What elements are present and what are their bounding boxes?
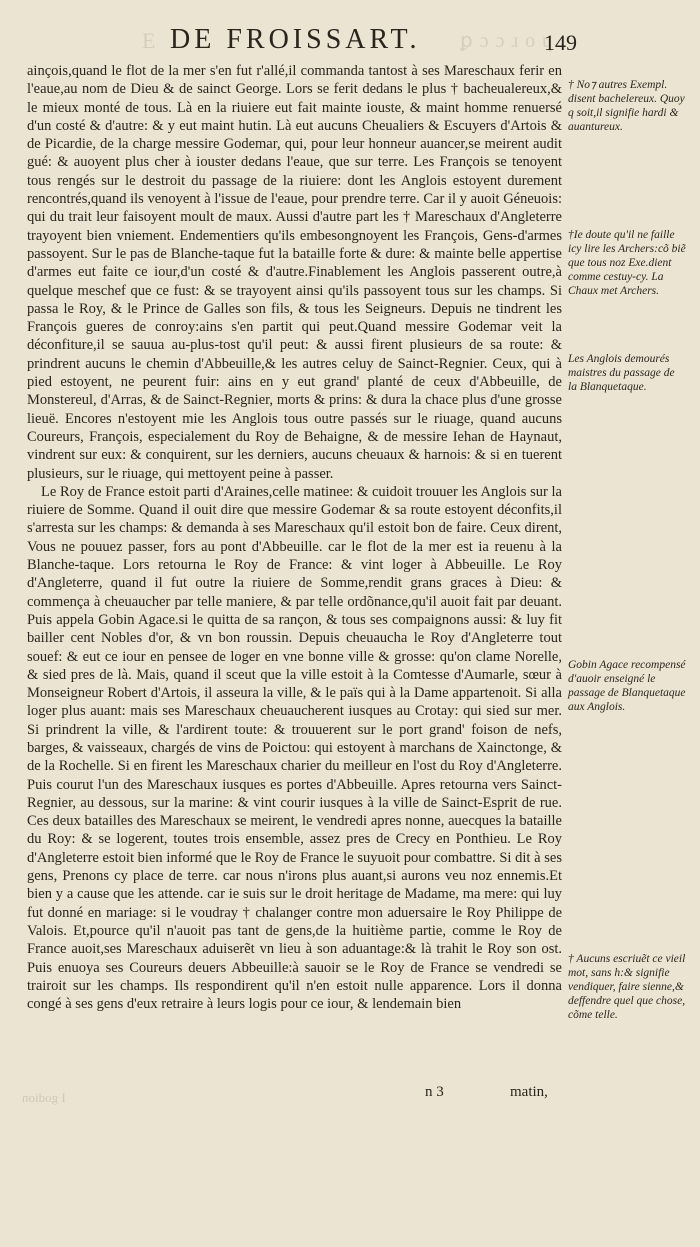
paragraph-1: ainçois,quand le flot de la mer s'en fut r'allé,il commanda tantost à ses Mareschaux ferir en l'eaue,au nom de Dieu & de sainct George. Lors se ferit dedans le plus † bacheualereux,& le mieux monté de tous. Là en la riuiere eut fait mainte iouste, & maint homme renuersé d'un costé & d'autre: & y eut maint hutin. Là eut aucuns Cheualiers & Escuyers d'Artois & de Picardie, de la charge messire Godemar, qui, pour leur honneur auancer,se meirent audit gué: & auoyent plus cher à iouster dedans l'eaue, que sur terre. Les François se tenoyent tous rengés sur le destroit du passage de la riuiere: dont les Anglois estoyent durement rencontrés,quand ils venoyent à l'issue de l'eaue, pour prendre terre. Car il y auoit Géneuois: qui du trait leur faisoyent moult de maux. Aussi d'autre part les † Mareschaux d'Angleterre trayoyent bien vniement. Endementiers qu'ils embesongnoyent les François, Gens-d'armes passoyent. Sur le pas de Blanche-taque fut la bataille forte & dure: & mainte belle appertise d'armes eut faite ce iour,d'un costé & d'autre.Finablement les Anglois passerent outre,à quelque meschef que ce fust: & se trayoyent ainsi qu'ils passoyent tous sur les champs. Si passa le Roy, & le Prince de Galles son fils, & tous les Seigneurs. Depuis ne tindrent les François gueres de conroy:ains s'en partit qui peut.Quand messire Godemar veit la déconfiture,il se sauua au-plus-tost qu'il peut: & aussi firent plusieurs de sa route: & prindrent aucuns le chemin d'Abbeuille,& les autres celuy de Sainct-Regnier. Ceux, qui à pied estoyent, ne peurent fuir: ains en y eut grand' planté de ceux d'Abbeuille, de Monstereul, d'Arras, & de Sainct-Regnier, morts & prins: & dura la chace plus d'une grosse lieuë. Encores n'estoyent mie les Anglois tous outre passés sur le riuage, quand aucuns Coureurs, François, especialement du Roy de Behaigne, & de messire Iehan de Haynaut, vindrent sur eux: & conquirent, sur les derniers, aucuns cheuaux & harnois: & si en tuerent plusieurs, sur le riuage, qui mettoyent peine à passer. (27, 63, 562, 482)
margin-note-passage: Les Anglois demourés maistres du passage de la Blanquetaque. (568, 353, 675, 393)
catchword: matin, (510, 1084, 548, 1100)
margin-note-chalanger: † Aucuns escriuẽt ce vieil mot, sans h:& signifie vendiquer, faire sienne,& deffendre quel que chose, cõme telle. (568, 953, 686, 1021)
page-header (0, 24, 700, 64)
show-through-text: ꝑ ɔ ɔ ɹ o ɥ (460, 30, 554, 52)
running-title: DE FROISSART. (170, 24, 421, 55)
signature-mark: n 3 (425, 1084, 444, 1100)
show-through-letter: E (142, 28, 158, 53)
page-number: 149 (544, 30, 577, 55)
paragraph-2: Le Roy de France estoit parti d'Araines,celle matinee: & cuidoit trouuer les Anglois sur la riuiere de Somme. Quand il ouit dire que messire Godemar & sa route estoyent déconfits,il s'arresta sur les champs: & demanda à ses Mareschaux qu'il estoit bon de faire. Ceux dirent, Vous ne pouuez passer, fors au pont d'Abbeuille. car le flot de la mer est ia reuenu à la Blanche-taque. Lors retourna le Roy de France: & vint loger à Abbeuille. Le Roy d'Angleterre, quand il fut outre la riuiere de Somme,rendit grans graces à Dieu: & commença à cheuaucher par telle maniere, & par telle ordõnance,qu'il auoit fait par deuant. Puis appela Gobin Agace.si le quitta de sa rançon, & tous ses compaignons aussi: & luy fit bailler cent Nobles d'or, & vn bon roussin. Depuis cheuaucha le Roy d'Angleterre tout souef: & eut ce iour en pensee de loger en vne bonne ville & grosse: qu'on clame Norelle, & sied pres de là. Mais, quand il sceut que la ville estoit à la Comtesse d'Aumarle, sœur à Monseigneur Robert d'Artois, il asseura la ville, & le païs qui à la Dame appartenoit. Si alla loger plus auant: mais ses Mareschaux cheuaucherent iusques au Crotay: qui sied sur mer. Si prindrent la ville, & l'ardirent toute: & trouuerent sur le port grand' foison de nefs, barges, & vaisseaux, chargés de vins de Poictou: qui estoyent à marchans de Xainctonge, & de la Rochelle. Si en firent les Mareschaux charier du meilleur en l'ost du Roy d'Angleterre. Puis courut l'un des Mareschaux iusques es portes d'Abbeuille. Apres retourna vers Sainct-Regnier, au dessous, sur la marine: & vint courir iusques à la ville de Sainct-Esprit de rue. Ces deux batailles des Mareschaux se meirent, le vendredi apres nonne, auecques la bataille du Roy: & se logerent, toutes trois ensemble, assez pres de Crecy en Ponthieu. Le Roy d'Angleterre estoit bien informé que le Roy de France le suyuoit pour combattre. Si dit à ses gens, Prenons cy place de terre. car nous n'irons plus auant,si aurons veu noz ennemis.Et bien y a cause que les attende. car ie suis sur le droit heritage de Madame, ma mere: qui luy fut donné en mariage: si le voudray † chalanger contre mon aduersaire le Roy Philippe de Valois. Et,pource qu'il n'auoit pas tant de gens,de la huitième partie, comme le Roy de France auoit,ses Mareschaux aduiserẽt vn lieu à son aduantage:& là trahit le Roy son ost. Puis enuoya ses Coureurs deuers Abbeuille:à sauoir se le Roy de France se vendredi se trairoit sur les champs. Ils respondirent qu'il n'en estoit nulle apparence. Lors il donna congé à ses gens d'eux retraire à leurs logis pour ce iour, & lendemain bien (27, 483, 562, 1013)
page-footer (0, 1084, 700, 1108)
show-through-footer: I godion (22, 1090, 66, 1105)
margin-note-variant-reading: † No⁊ autres Exempl. disent bachelereux. Quoy q soit,il signifie hardi & auantureux. (568, 79, 685, 133)
margin-note-archers: †Ie doute qu'il ne faille icy lire les Archers:cõ biẽ que tous noz Exe.dient comme cestuy-cy. La Chaux met Archers. (568, 229, 686, 297)
main-text (27, 62, 562, 1013)
margin-note-gobin-agace: Gobin Agace recompensé d'auoir enseigné le passage de Blanquetaque aux Anglois. (568, 659, 686, 713)
